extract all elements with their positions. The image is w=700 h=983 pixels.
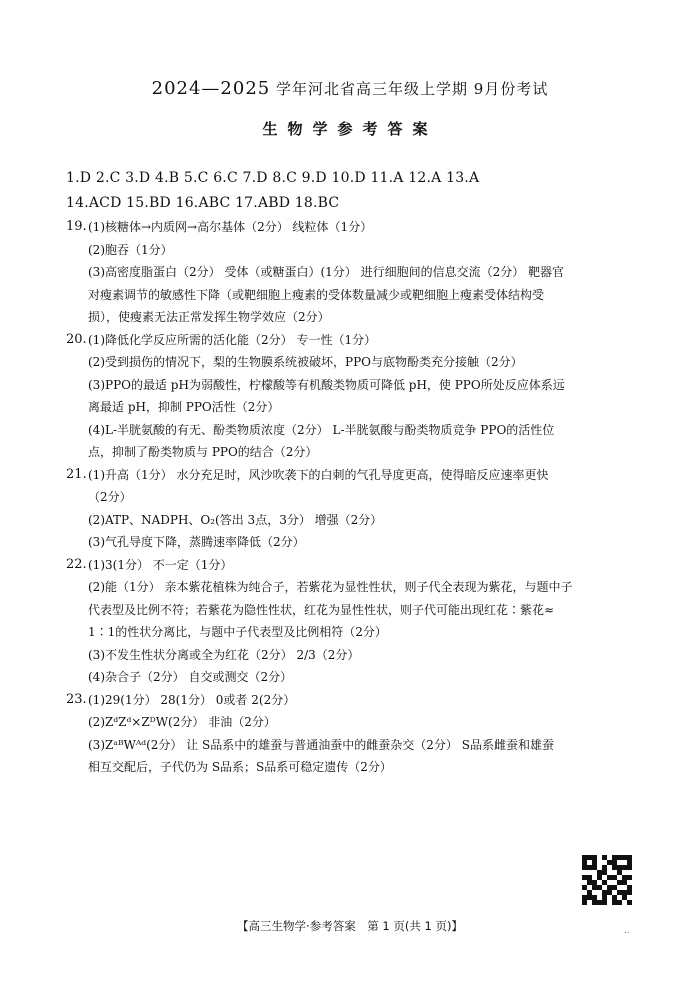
answer-line: (4)杂合子（2分） 自交或测交（2分） <box>88 670 293 684</box>
answer-line: 代表型及比例不符；若紫花为隐性性状，红花为显性性状，则子代可能出现红花∶紫花≈ <box>88 602 555 617</box>
answer-line: 相互交配后，子代仍为 S品系；S品系可稳定遗传（2分） <box>88 760 392 774</box>
title-year: 2024—2025 <box>151 78 271 99</box>
question-number: 23. <box>66 691 87 707</box>
answer-line: 损），使瘦素无法正常发挥生物学效应（2分） <box>88 310 330 324</box>
answer-line: (1)升高（1分） 水分充足时，风沙吹袭下的白刺的气孔导度更高，使得暗反应速率更快 <box>88 467 549 482</box>
answer-line: 离最适 pH，抑制 PPO活性（2分） <box>88 400 280 414</box>
answer-line: (3)不发生性状分离或全为红花（2分） 2/3（2分） <box>88 647 360 662</box>
question-number: 21. <box>66 466 87 482</box>
answer-section <box>66 216 646 779</box>
page-footer: 【高三生物学·参考答案 第 1 页(共 1 页)】 <box>237 919 463 933</box>
title-text: 学年河北省高三年级上学期 9月份考试 <box>276 80 549 98</box>
qr-code-icon[interactable] <box>582 855 632 905</box>
page-title <box>0 78 700 99</box>
answer-line: (3)高密度脂蛋白（2分） 受体（或糖蛋白）(1分） 进行细胞间的信息交流（2分） 靶器官 <box>88 265 565 279</box>
question-19 <box>66 216 646 329</box>
answer-line: 对瘦素调节的敏感性下降（或靶细胞上瘦素的受体数量减少或靶细胞上瘦素受体结构受 <box>88 287 545 302</box>
answer-line: (3)PPO的最适 pH为弱酸性，柠檬酸等有机酸类物质可降低 pH，使 PPO所处反应体系远 <box>88 377 565 392</box>
mc-answers-row-1: 1.D 2.C 3.D 4.B 5.C 6.C 7.D 8.C 9.D 10.D 11.A 12.A 13.A <box>66 170 480 186</box>
mc-answers-row-2: 14.ACD 15.BD 16.ABC 17.ABD 18.BC <box>66 195 340 211</box>
question-number: 19. <box>66 219 87 234</box>
answer-line: (1)核糖体→内质网→高尔基体（2分） 线粒体（1分） <box>88 220 373 234</box>
answer-line: (2)ZᵈZᵈ×ZᴰW(2分） 非油（2分） <box>88 715 276 729</box>
answer-line: 1∶1的性状分离比，与题中子代表型及比例相符（2分） <box>88 625 387 639</box>
answer-line: (3)ZᵃᴮWᴬᵈ(2分） 让 S品系中的雄蚕与普通油蚕中的雌蚕杂交（2分） S品系雌蚕和雄蚕 <box>88 737 554 752</box>
answer-line: (2)能（1分） 亲本紫花植株为纯合子，若紫花为显性性状，则子代全表现为紫花，与题中子 <box>88 580 573 594</box>
answer-line: （2分） <box>88 490 132 504</box>
answer-line: 点，抑制了酚类物质与 PPO的结合（2分） <box>88 445 318 459</box>
question-number: 22. <box>66 556 87 572</box>
answer-line: (1)29(1分） 28(1分） 0或者 2(2分） <box>88 692 296 707</box>
corner-mark: .. <box>624 926 630 936</box>
answer-line: (2)ATP、NADPH、O₂(答出 3点，3分） 增强（2分） <box>88 512 383 527</box>
question-number: 20. <box>66 331 87 347</box>
answer-line: (2)胞吞（1分） <box>88 242 173 257</box>
answer-line: (3)气孔导度下降，蒸腾速率降低（2分） <box>88 535 305 549</box>
answer-line: (1)降低化学反应所需的活化能（2分） 专一性（1分） <box>88 332 377 347</box>
answer-line: (2)受到损伤的情况下，梨的生物膜系统被破坏，PPO与底物酚类充分接触（2分） <box>88 355 523 369</box>
question-23 <box>66 689 646 779</box>
page-subtitle: 生物学参考答案 <box>262 120 438 138</box>
question-22 <box>66 554 646 689</box>
question-20 <box>66 329 646 464</box>
qr-module <box>627 900 632 905</box>
answer-line: (1)3(1分） 不一定（1分） <box>88 557 233 572</box>
answer-line: (4)L-半胱氨酸的有无、酚类物质浓度（2分） L-半胱氨酸与酚类物质竞争 PPO的活性位 <box>88 422 555 437</box>
question-21 <box>66 464 646 554</box>
